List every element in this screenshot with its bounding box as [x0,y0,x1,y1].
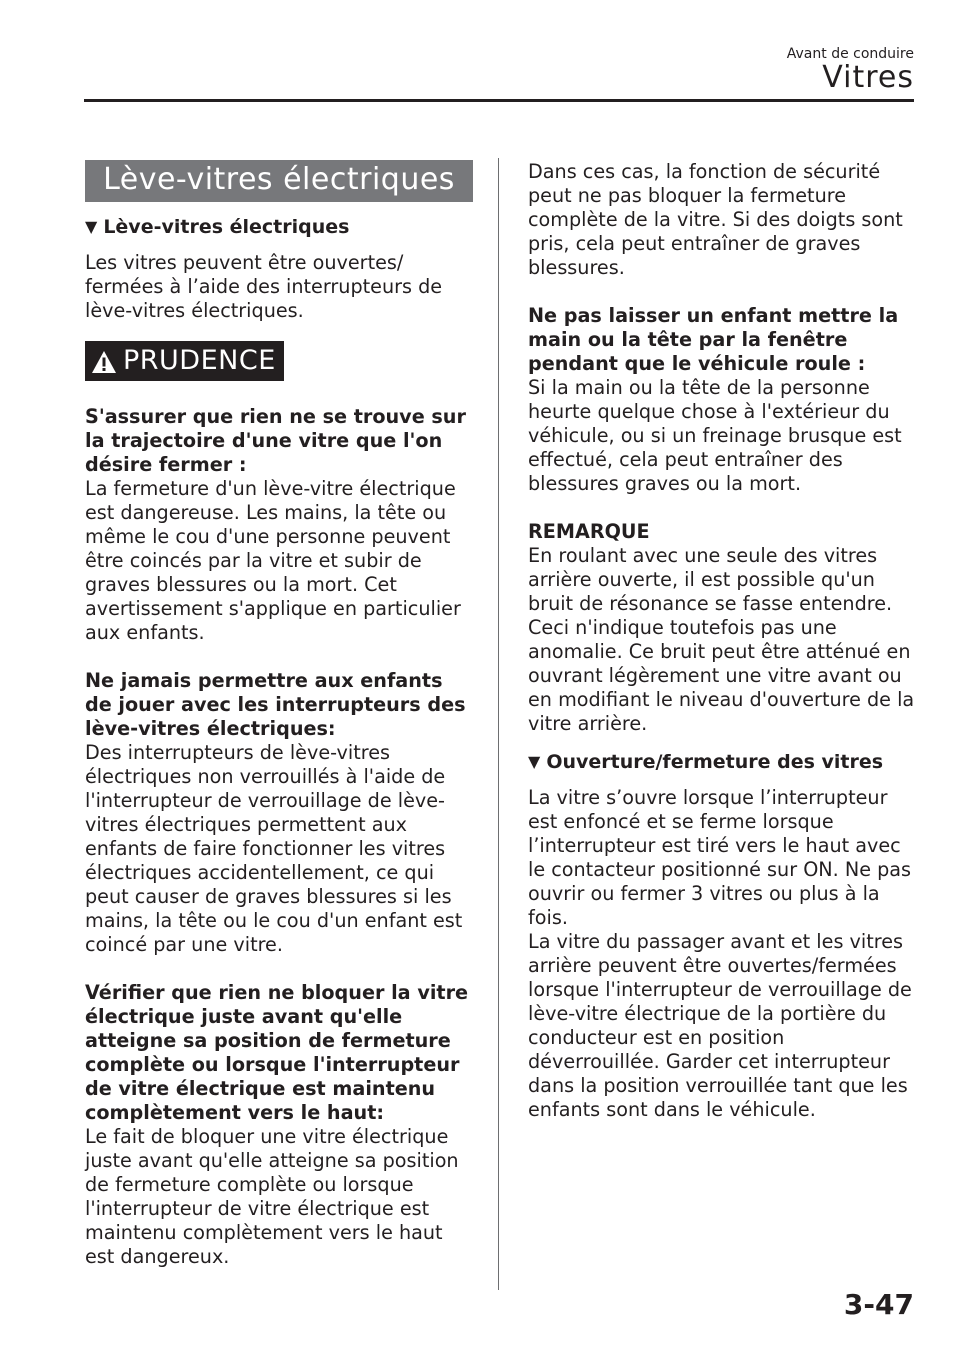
column-divider [498,158,499,1290]
subheading-text: Ouverture/fermeture des vitres [546,751,884,773]
warning-4-heading: Ne pas laisser un enfant mettre la main ou la tête par la fenêtre pendant que le véhicule roule : [528,304,899,375]
header-section: Avant de conduire [786,46,914,62]
operation-paragraph-1: La vitre s’ouvre lorsque l’interrupteur est enfoncé et se ferme lorsque l’interrupteur est tiré vers le haut avec le contacteur positionné sur ON. Ne pas ouvrir ou fermer 3 vitres ou plus à la fois. [528,786,912,929]
warning-icon [91,350,117,374]
note-body: En roulant avec une seule des vitres arrière ouverte, il est possible qu'un bruit de résonance se fasse entendre. Ceci n'indique toutefois pas une anomalie. Ce bruit peut être atténué en ouvrant légèrement une vitre avant ou en modifiant le niveau d'ouverture de la vitre arrière. [528,544,915,735]
note-label: REMARQUE [528,520,650,543]
warning-1-body: La fermeture d'un lève-vitre électrique est dangereuse. Les mains, la tête ou même le cou d'une personne peuvent être coincés par la vitre et subir de graves blessures ou la mort. Cet avertissement s'applique en particulier aux enfants. [85,477,461,644]
subheading-text: Lève-vitres électriques [103,216,350,238]
header-title: Vitres [822,60,914,95]
warning-3-body: Le fait de bloquer une vitre électrique juste avant qu'elle atteigne sa position de fermeture complète ou lorsque l'interrupteur de vitre électrique est maintenu complètement vers le haut est dangereux. [85,1125,459,1268]
caution-box [85,341,284,381]
left-column [85,160,473,1269]
header-rule [84,99,914,102]
caution-label: PRUDENCE [123,345,276,376]
subheading-power-windows [85,215,473,240]
intro-paragraph: Les vitres peuvent être ouvertes/ fermées à l’aide des interrupteurs de lève-vitres électriques. [85,251,443,322]
triangle-down-icon: ▼ [85,217,98,236]
warning-3-heading: Vérifier que rien ne bloquer la vitre électrique juste avant qu'elle atteigne sa position de fermeture complète ou lorsque l'interrupteur de vitre électrique est maintenu complètement vers le haut: [85,981,469,1124]
right-column [528,160,918,1122]
warning-3-continued: Dans ces cas, la fonction de sécurité peut ne pas bloquer la fermeture complète de la vitre. Si des doigts sont pris, cela peut entraîner de graves blessures. [528,160,903,279]
warning-4-body: Si la main ou la tête de la personne heurte quelque chose à l'extérieur du véhicule, ou si un freinage brusque est effectué, cela peut entraîner des blessures graves ou la mort. [528,376,902,495]
warning-2-body: Des interrupteurs de lève-vitres électriques non verrouillés à l'aide de l'interrupteur de verrouillage de lève-vitres électriques permettent aux enfants de faire fonctionner les vitres électriques accidentellement, ce qui peut causer de graves blessures si les mains, la tête ou le cou d'un enfant est coincé par une vitre. [85,741,463,956]
subheading-opening-closing [528,750,918,775]
operation-paragraph-2: La vitre du passager avant et les vitres arrière peuvent être ouvertes/fermées lorsque l'interrupteur de verrouillage de lève-vitre électrique de la portière du conducteur est en position déverrouillée. Garder cet interrupteur dans la position verrouillée tant que les enfants sont dans le véhicule. [528,930,912,1121]
warning-1-heading: S'assurer que rien ne se trouve sur la trajectoire d'une vitre que l'on désire fermer : [85,405,466,476]
section-title: Lève-vitres électriques [85,160,473,202]
triangle-down-icon: ▼ [528,752,541,771]
warning-2-heading: Ne jamais permettre aux enfants de jouer avec les interrupteurs des lève-vitres électriques: [85,669,466,740]
page-number: 3-47 [843,1288,914,1321]
